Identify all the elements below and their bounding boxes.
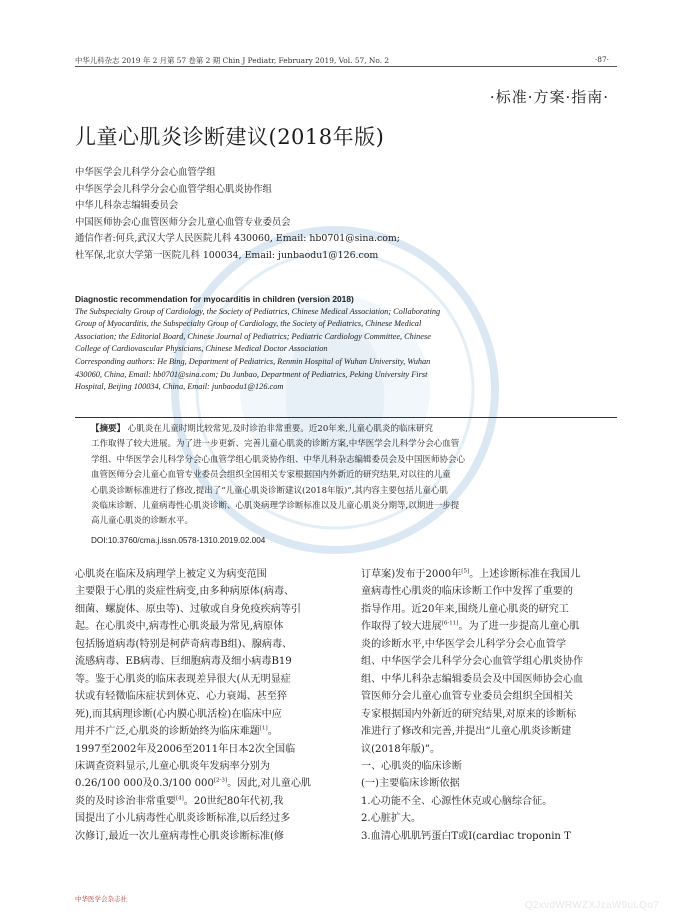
english-line: 430060, China, Email: hb0701@sina.com; Du Junbao, Department of Pediatrics, Peking University First	[75, 369, 428, 379]
abstract-line: 血管医师分会儿童心血管专业委员会组织全国相关专家根据国内外新近的研究结果,对以往的儿童	[91, 470, 451, 481]
body-line: 指导作用。近20年来,围绕儿童心肌炎的研究工	[361, 603, 569, 615]
english-line: The Subspecialty Group of Cardiology, the Society of Pediatrics, Chinese Medical Association; Collaborating	[75, 306, 441, 316]
abstract-label: 【摘要】	[91, 424, 126, 434]
body-line: 组、中华儿科杂志编辑委员会及中国医师协会心血	[361, 673, 584, 685]
english-line: Group of Myocarditis, the Subspecialty Group of Cardiology, the Society of Pediatrics, Chinese Medical	[75, 319, 422, 329]
running-header-journal-info: 中华儿科杂志 2019 年 2 月第 57 卷第 2 期 Chin J Pediatr, February 2019, Vol. 57, No. 2	[75, 56, 390, 65]
body-line: 用并不广泛,心肌炎的诊断始终为临床难题[1]。	[75, 725, 278, 738]
english-title: Diagnostic recommendation for myocarditis in children (version 2018)	[75, 294, 354, 304]
body-line: 议(2018年版)”。	[361, 743, 441, 755]
english-line: College of Cardiovascular Physicians, Chinese Medical Doctor Association	[75, 344, 328, 354]
body-column-right	[361, 566, 583, 845]
abstract-line: 学组、中华医学会儿科学分会心血管学组心肌炎协作组、中华儿科杂志编辑委员会及中国医师协会心	[91, 454, 466, 465]
body-line: 包括肠道病毒(特别是柯萨奇病毒B组)、腺病毒、	[75, 638, 293, 650]
body-line: 流感病毒、EB病毒、巨细胞病毒及细小病毒B19	[75, 656, 292, 668]
criteria-item: 3.血清心肌肌钙蛋白T或I(cardiac troponin T	[361, 830, 571, 842]
body-line: 次修订,最近一次儿童病毒性心肌炎诊断标准(修	[75, 830, 285, 842]
english-line: Association; the Editorial Board, Chinese Journal of Pediatrics; Pediatric Cardiology Committee, Chinese	[75, 331, 431, 341]
author-line: 中国医师协会心血管医师分会儿童心血管专业委员会	[75, 216, 291, 228]
body-line: 作取得了较大进展[6-11]。为了进一步提高儿童心肌	[361, 621, 580, 633]
body-line: 床调查资料显示,儿童心肌炎年发病率分别为	[75, 760, 270, 772]
body-line: 童病毒性心肌炎的临床诊断工作中发挥了重要的	[361, 586, 573, 598]
body-line: 1997至2002年及2006至2011年日本2次全国临	[75, 743, 296, 755]
body-line: 管医师分会儿童心血管专业委员会组织全国相关	[361, 691, 573, 703]
abstract-line: 工作取得了较大进展。为了进一步更新、完善儿童心肌炎的诊断方案,中华医学会儿科学分会心血管	[91, 439, 460, 450]
body-line: 等。鉴于心肌炎的临床表现差异很大(从无明显症	[75, 673, 291, 685]
body-line: 主要限于心肌的炎症性病变,由多种病原体(病毒、	[75, 586, 295, 598]
doi-line: DOI:10.3760/cma.j.issn.0578-1310.2019.02.004	[91, 536, 266, 545]
abstract-line: 炎临床诊断、儿童病毒性心肌炎诊断、心肌炎病理学诊断标准以及儿童心肌炎分期等,以期进一步提	[91, 501, 460, 512]
body-line: 组、中华医学会儿科学分会心血管学组心肌炎协作	[361, 656, 584, 668]
body-line: 订草案)发布于2000年[5]。上述诊断标准在我国儿	[361, 568, 581, 580]
section-heading: 一、心肌炎的临床诊断	[361, 760, 462, 772]
article-title: 儿童心肌炎诊断建议(2018年版)	[75, 125, 385, 149]
subsection-heading: (一)主要临床诊断依据	[361, 778, 460, 790]
body-line: 国提出了小儿病毒性心肌炎诊断标准,以后经过多	[75, 813, 291, 825]
header-divider	[75, 66, 617, 67]
english-abstract-header	[75, 293, 620, 394]
body-line: 炎的诊断水平,中华医学会儿科学分会心血管学	[361, 638, 567, 650]
chinese-abstract	[91, 422, 465, 530]
body-line: 心肌炎在临床及病理学上被定义为病变范围	[75, 569, 267, 580]
author-line: 中华儿科杂志编辑委员会	[75, 200, 179, 212]
author-line: 中华医学会儿科学分会心血管学组心肌炎协作组	[75, 183, 272, 195]
abstract-divider	[75, 417, 617, 418]
body-line: 细菌、螺旋体、原虫等)、过敏或自身免疫疾病等引	[75, 603, 301, 615]
abstract-line: 心肌炎诊断标准进行了修改,提出了“儿童心肌炎诊断建议(2018年版)”,其内容主要包括儿童心肌	[91, 485, 448, 496]
criteria-item: 1.心功能不全、心源性休克或心脑综合征。	[361, 795, 553, 807]
author-line: 中华医学会儿科学分会心血管学组	[75, 167, 216, 178]
english-line: Hospital, Beijing 100034, China, Email: junbaodu1@126.com	[75, 382, 284, 392]
body-line: 起。在心肌炎中,病毒性心肌炎最为常见,病原体	[75, 621, 284, 633]
body-line: 专家根据国内外新近的研究结果,对原来的诊断标	[361, 708, 577, 720]
section-category: ·标准·方案·指南·	[489, 88, 609, 106]
abstract-line: 高儿童心肌炎的诊断水平。	[91, 516, 194, 527]
body-line: 0.26/100 000及0.3/100 000[2-3]。因此,对儿童心肌	[75, 778, 312, 790]
body-line: 状或有轻微临床症状到休克、心力衰竭、甚至猝	[75, 691, 287, 703]
corresponding-author: 杜军保,北京大学第一医院儿科 100034, Email: junbaodu1@126.com	[75, 249, 379, 261]
english-line: Corresponding authors: He Bing, Department of Pediatrics, Renmin Hospital of Wuhan University, Wuhan	[75, 356, 431, 366]
abstract-line: 心肌炎在儿童时期比较常见,及时诊治非常重要。近20年来,儿童心肌炎的临床研究	[125, 424, 433, 434]
publisher-logo: 中华医学会杂志社	[75, 895, 127, 903]
body-column-left	[75, 566, 311, 845]
criteria-item: 2.心脏扩大。	[361, 813, 422, 825]
body-line: 炎的及时诊治非常重要[4]。20世纪80年代初,我	[75, 795, 284, 807]
page-number: ·87·	[594, 55, 609, 64]
author-block	[75, 165, 400, 265]
body-line: 准进行了修改和完善,并提出“儿童心肌炎诊断建	[361, 726, 572, 738]
footer-watermark-code: Q2xvdWRWZXJzaW9uLQo?	[524, 900, 659, 911]
corresponding-author: 通信作者:何兵,武汉大学人民医院儿科 430060, Email: hb0701@sina.com;	[75, 233, 400, 245]
body-line: 死),而其病理诊断(心内膜心肌活检)在临床中应	[75, 708, 282, 720]
